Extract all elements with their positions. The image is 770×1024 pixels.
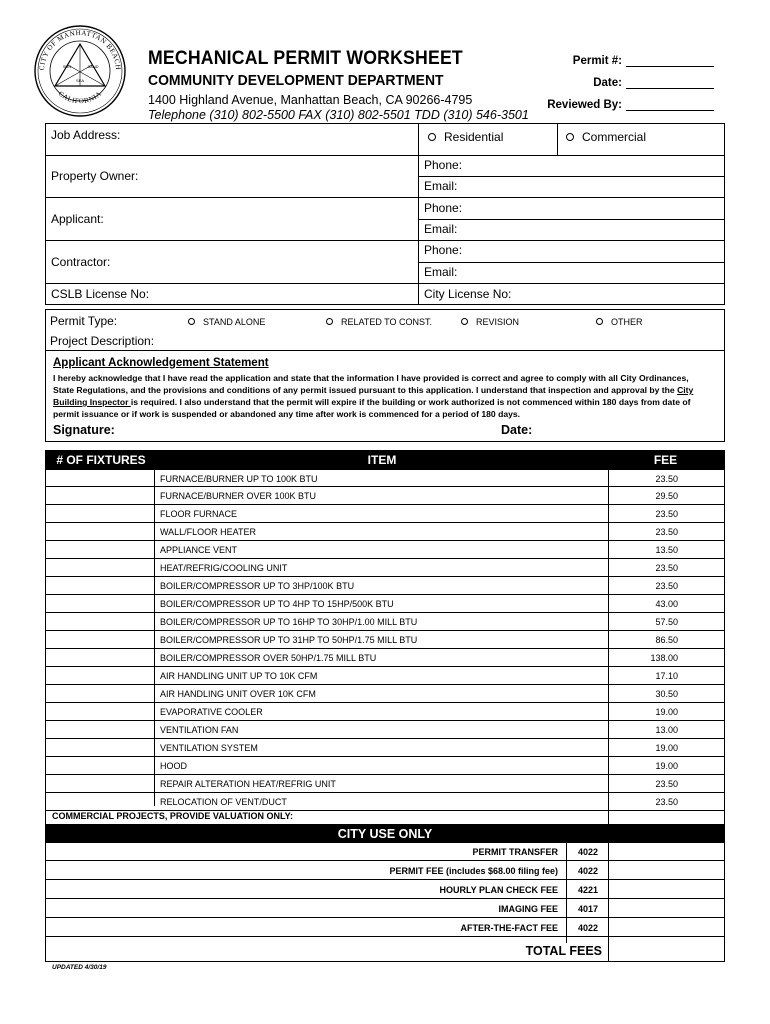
acknowledgement-section bbox=[45, 351, 725, 442]
ack-statement: I hereby acknowledge that I have read the application and state that the information I have provided is correct and agree to comply with all City Ordinances, State Regulations, and the provisions and conditions of any permit issued pursuant to this application. I understand that inspection and approval by the City Building Inspector is required. I also understand that the permit will expire if the building or work authorized is not commenced within 180 days from date of permit issuance or if work is suspended or abandoned any time after work is commenced for a period of 180 days. bbox=[53, 373, 694, 419]
fee-item-label: BOILER/COMPRESSOR UP TO 31HP TO 50HP/1.75 MILL BTU bbox=[160, 635, 418, 645]
project-description-label: Project Description: bbox=[50, 334, 155, 348]
date-field-header[interactable] bbox=[593, 77, 714, 89]
account-code: 4022 bbox=[577, 847, 599, 857]
applicant-phone-label: Phone: bbox=[424, 201, 463, 215]
fee-amount: 19.00 bbox=[655, 743, 678, 753]
fee-row bbox=[46, 577, 724, 595]
svg-text:CITY OF MANHATTAN BEACH: CITY OF MANHATTAN BEACH bbox=[37, 28, 123, 71]
city-use-label: AFTER-THE-FACT FEE bbox=[460, 923, 558, 933]
city-use-row bbox=[46, 919, 724, 937]
form-title: MECHANICAL PERMIT WORKSHEET bbox=[148, 48, 463, 69]
city-use-amount-cell[interactable] bbox=[609, 881, 724, 898]
fee-item-label: FURNACE/BURNER UP TO 100K BTU bbox=[160, 474, 318, 484]
valuation-label: COMMERCIAL PROJECTS, PROVIDE VALUATION ONLY: bbox=[52, 811, 294, 821]
fee-row bbox=[46, 685, 724, 703]
fixture-count-cell[interactable] bbox=[46, 505, 154, 522]
ack-title: Applicant Acknowledgement Statement bbox=[53, 357, 269, 369]
city-use-label: IMAGING FEE bbox=[498, 904, 558, 914]
fee-row bbox=[46, 667, 724, 685]
fee-row bbox=[46, 739, 724, 757]
fee-item-label: BOILER/COMPRESSOR UP TO 3HP/100K BTU bbox=[160, 581, 355, 591]
fee-amount: 19.00 bbox=[655, 707, 678, 717]
city-use-amount-cell[interactable] bbox=[609, 862, 724, 879]
city-seal-logo bbox=[30, 24, 130, 118]
fee-table-header bbox=[46, 451, 724, 469]
fee-amount: 57.50 bbox=[655, 617, 678, 627]
applicant-email-label: Email: bbox=[424, 222, 458, 236]
svg-text:SUN: SUN bbox=[62, 64, 72, 69]
fee-row bbox=[46, 487, 724, 505]
fee-amount: 23.50 bbox=[655, 527, 678, 537]
fee-table bbox=[45, 450, 725, 825]
applicant-info-section bbox=[45, 123, 725, 305]
fee-item-label: REPAIR ALTERATION HEAT/REFRIG UNIT bbox=[160, 779, 336, 789]
fee-item-label: RELOCATION OF VENT/DUCT bbox=[160, 797, 287, 807]
permit-type-label: Permit Type: bbox=[50, 314, 118, 328]
department-phone: Telephone (310) 802-5500 FAX (310) 802-5501 TDD (310) 546-3501 bbox=[148, 108, 529, 122]
reviewed-by-field[interactable] bbox=[547, 99, 714, 111]
city-use-row bbox=[46, 862, 724, 880]
fee-item-label: BOILER/COMPRESSOR UP TO 16HP TO 30HP/1.00 MILL BTU bbox=[160, 617, 418, 627]
account-code: 4022 bbox=[577, 866, 599, 876]
fee-amount: 30.50 bbox=[655, 689, 678, 699]
permit-option-revision[interactable]: REVISION bbox=[461, 317, 519, 327]
commercial-option[interactable]: Commercial bbox=[566, 130, 646, 144]
fee-item-label: APPLIANCE VENT bbox=[160, 545, 238, 555]
fixture-count-cell[interactable] bbox=[46, 685, 154, 702]
col-item: ITEM bbox=[367, 453, 397, 467]
fee-item-label: WALL/FLOOR HEATER bbox=[160, 527, 257, 537]
contractor-label: Contractor: bbox=[51, 255, 111, 269]
fee-amount: 23.50 bbox=[655, 474, 678, 484]
city-use-row bbox=[46, 843, 724, 861]
fee-amount: 29.50 bbox=[655, 491, 678, 501]
city-use-header: CITY USE ONLY bbox=[46, 825, 724, 843]
fee-item-label: BOILER/COMPRESSOR UP TO 4HP TO 15HP/500K BTU bbox=[160, 599, 394, 609]
residential-option[interactable]: Residential bbox=[428, 130, 503, 144]
fee-row bbox=[46, 541, 724, 559]
date-label-header: Date: bbox=[593, 77, 622, 89]
property-owner-phone-label: Phone: bbox=[424, 158, 463, 172]
col-fee: FEE bbox=[653, 453, 678, 467]
fee-row bbox=[46, 775, 724, 793]
fixture-count-cell[interactable] bbox=[46, 793, 154, 810]
fee-amount: 23.50 bbox=[655, 563, 678, 573]
fee-row bbox=[46, 703, 724, 721]
fee-item-label: FLOOR FURNACE bbox=[160, 509, 238, 519]
fee-item-label: FURNACE/BURNER OVER 100K BTU bbox=[160, 491, 317, 501]
fee-row bbox=[46, 757, 724, 775]
fee-item-label: VENTILATION SYSTEM bbox=[160, 743, 258, 753]
fixture-count-cell[interactable] bbox=[46, 739, 154, 756]
commercial-radio[interactable] bbox=[566, 133, 574, 141]
city-use-amount-cell[interactable] bbox=[609, 900, 724, 917]
fee-item-label: BOILER/COMPRESSOR OVER 50HP/1.75 MILL BTU bbox=[160, 653, 377, 663]
fee-item-label: AIR HANDLING UNIT UP TO 10K CFM bbox=[160, 671, 318, 681]
fixture-count-cell[interactable] bbox=[46, 595, 154, 612]
account-code: 4221 bbox=[577, 885, 599, 895]
city-use-section bbox=[45, 825, 725, 962]
permit-number-label: Permit #: bbox=[572, 55, 622, 67]
total-fees-label: TOTAL FEES bbox=[525, 944, 602, 958]
fee-row bbox=[46, 505, 724, 523]
fee-amount: 23.50 bbox=[655, 779, 678, 789]
fixture-count-cell[interactable] bbox=[46, 470, 154, 487]
contractor-phone-label: Phone: bbox=[424, 243, 463, 257]
fixture-count-cell[interactable] bbox=[46, 613, 154, 630]
fixture-count-cell[interactable] bbox=[46, 523, 154, 540]
department-name: COMMUNITY DEVELOPMENT DEPARTMENT bbox=[148, 72, 444, 89]
city-use-amount-cell[interactable] bbox=[609, 919, 724, 936]
fixture-count-cell[interactable] bbox=[46, 775, 154, 792]
fixture-count-cell[interactable] bbox=[46, 487, 154, 504]
permit-number-field[interactable] bbox=[573, 55, 714, 67]
fee-row bbox=[46, 595, 724, 613]
job-address-label: Job Address: bbox=[51, 128, 121, 142]
fee-row bbox=[46, 469, 724, 487]
permit-option-stand-alone[interactable]: STAND ALONE bbox=[188, 317, 265, 327]
ack-date-label: Date: bbox=[501, 423, 533, 437]
fee-row bbox=[46, 613, 724, 631]
fee-amount: 23.50 bbox=[655, 509, 678, 519]
fee-amount: 13.00 bbox=[655, 725, 678, 735]
permit-option-other[interactable]: OTHER bbox=[596, 317, 643, 327]
fee-amount: 23.50 bbox=[655, 797, 678, 807]
cslb-license-label: CSLB License No: bbox=[51, 287, 150, 301]
account-code: 4017 bbox=[577, 904, 599, 914]
contractor-email-label: Email: bbox=[424, 265, 458, 279]
fee-row bbox=[46, 649, 724, 667]
city-use-amount-cell[interactable] bbox=[609, 843, 724, 860]
residential-radio[interactable] bbox=[428, 133, 436, 141]
fee-amount: 23.50 bbox=[655, 581, 678, 591]
property-owner-label: Property Owner: bbox=[51, 169, 139, 183]
city-license-label: City License No: bbox=[424, 287, 512, 301]
fee-row bbox=[46, 631, 724, 649]
department-address: 1400 Highland Avenue, Manhattan Beach, CA 90266-4795 bbox=[148, 93, 473, 107]
account-code: 4022 bbox=[577, 923, 599, 933]
city-use-row bbox=[46, 881, 724, 899]
fixture-count-cell[interactable] bbox=[46, 631, 154, 648]
fee-amount: 43.00 bbox=[655, 599, 678, 609]
fee-row bbox=[46, 793, 724, 811]
fee-amount: 19.00 bbox=[655, 761, 678, 771]
updated-date: UPDATED 4/30/19 bbox=[52, 964, 107, 971]
svg-text:CALIFORNIA: CALIFORNIA bbox=[56, 89, 104, 106]
fixture-count-cell[interactable] bbox=[46, 667, 154, 684]
fixture-count-cell[interactable] bbox=[46, 577, 154, 594]
fee-item-label: VENTILATION FAN bbox=[160, 725, 239, 735]
fee-amount: 138.00 bbox=[650, 653, 678, 663]
city-use-label: HOURLY PLAN CHECK FEE bbox=[439, 885, 558, 895]
city-use-label: PERMIT FEE (includes $68.00 filing fee) bbox=[389, 866, 558, 876]
fixture-count-cell[interactable] bbox=[46, 541, 154, 558]
city-use-label: PERMIT TRANSFER bbox=[472, 847, 558, 857]
fee-row bbox=[46, 721, 724, 739]
svg-text:SAND: SAND bbox=[87, 64, 99, 69]
city-use-row bbox=[46, 900, 724, 918]
property-owner-email-label: Email: bbox=[424, 179, 458, 193]
fee-row bbox=[46, 559, 724, 577]
signature-label: Signature: bbox=[53, 423, 115, 437]
reviewed-by-label: Reviewed By: bbox=[547, 99, 622, 111]
fixture-count-cell[interactable] bbox=[46, 703, 154, 720]
fee-item-label: AIR HANDLING UNIT OVER 10K CFM bbox=[160, 689, 316, 699]
fee-item-label: HOOD bbox=[160, 761, 187, 771]
svg-text:SEA: SEA bbox=[75, 78, 85, 83]
col-fixtures: # OF FIXTURES bbox=[56, 453, 146, 467]
fixture-count-cell[interactable] bbox=[46, 757, 154, 774]
fee-amount: 86.50 bbox=[655, 635, 678, 645]
fee-amount: 13.50 bbox=[655, 545, 678, 555]
fee-item-label: HEAT/REFRIG/COOLING UNIT bbox=[160, 563, 288, 573]
permit-option-related[interactable]: RELATED TO CONST. bbox=[326, 317, 432, 327]
applicant-label: Applicant: bbox=[51, 212, 104, 226]
fixture-count-cell[interactable] bbox=[46, 721, 154, 738]
fixture-count-cell[interactable] bbox=[46, 559, 154, 576]
fee-row bbox=[46, 523, 724, 541]
fee-item-label: EVAPORATIVE COOLER bbox=[160, 707, 263, 717]
permit-type-section bbox=[45, 309, 725, 351]
fee-amount: 17.10 bbox=[655, 671, 678, 681]
fixture-count-cell[interactable] bbox=[46, 649, 154, 666]
